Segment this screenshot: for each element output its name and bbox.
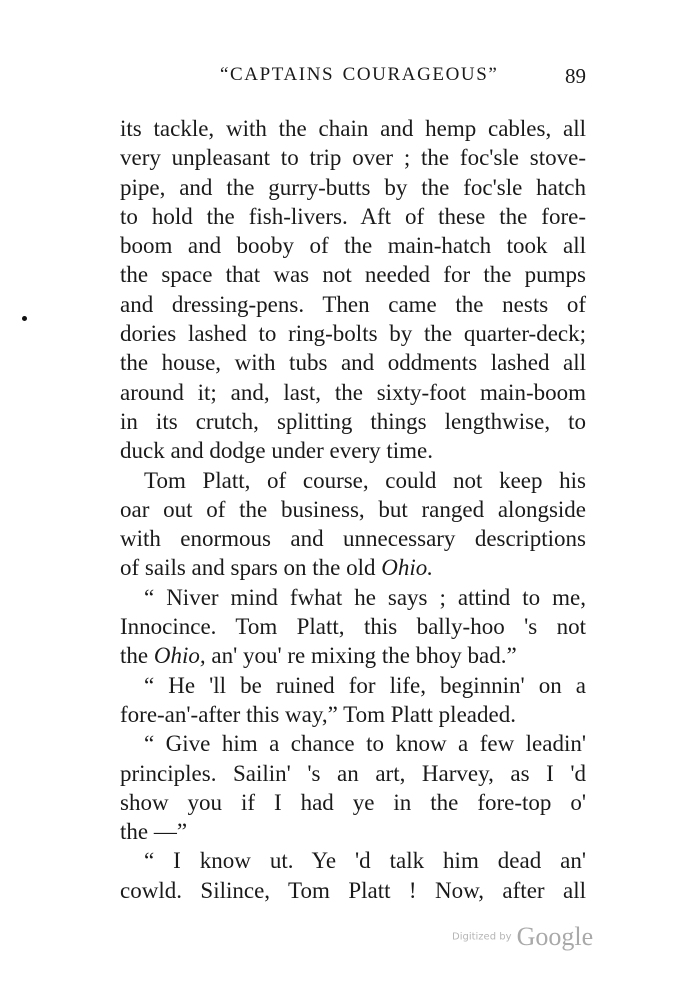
text-line: “ He 'll be ruined for life, beginnin' on a — [144, 672, 586, 698]
text-line: “ Niver mind fwhat he says ; attind to me, — [144, 584, 586, 610]
text-line: duck and dodge under every time. — [120, 438, 433, 464]
text-line: fore-an'-after this way,” Tom Platt pleaded. — [120, 701, 516, 727]
text-line: the —” — [120, 819, 188, 845]
text-line: with enormous and unnecessary descriptions — [120, 526, 586, 552]
text-line: to hold the fish-livers. Aft of these the fore- — [120, 203, 586, 229]
running-head — [120, 64, 586, 94]
text-line: the house, with tubs and oddments lashed all — [120, 350, 586, 376]
text-line: Tom Platt, of course, could not keep his — [144, 467, 586, 493]
text-line: and dressing-pens. Then came the nests of — [120, 291, 586, 317]
text-line: the space that was not needed for the pumps — [120, 262, 586, 288]
text-line: its tackle, with the chain and hemp cables, all — [120, 116, 586, 141]
page-number: 89 — [565, 64, 586, 88]
text-line: show you if I had ye in the fore-top o' — [120, 789, 586, 815]
digitized-watermark — [452, 922, 593, 952]
ship-name-italic: Ohio. — [381, 555, 434, 581]
margin-ink-dot — [22, 316, 27, 321]
text-line: boom and booby of the main-hatch took all — [120, 233, 586, 259]
text-line-mixed — [120, 553, 586, 582]
text-line: very unpleasant to trip over ; the foc'sle stove- — [120, 145, 586, 171]
text-line-mixed — [120, 641, 586, 670]
text-segment: an' you' re mixing the bhoy bad.” — [211, 643, 517, 669]
text-segment: of sails and spars on the old — [120, 555, 376, 581]
body-text — [120, 114, 586, 905]
text-line: dories lashed to ring-bolts by the quarter-deck; — [120, 321, 586, 347]
text-line: principles. Sailin' 's an art, Harvey, as I 'd — [120, 760, 586, 786]
text-line: pipe, and the gurry-butts by the foc'sle hatch — [120, 174, 586, 200]
text-line: in its crutch, splitting things lengthwise, to — [120, 408, 586, 434]
text-segment: the — [120, 643, 149, 669]
text-line: cowld. Silince, Tom Platt ! Now, after all — [120, 877, 586, 903]
text-line: “ I know ut. Ye 'd talk him dead an' — [144, 848, 586, 874]
text-line: “ Give him a chance to know a few leadin' — [144, 731, 586, 757]
text-line: around it; and, last, the sixty-foot main-boom — [120, 379, 586, 405]
ship-name-italic: Ohio, — [153, 643, 206, 669]
text-line: oar out of the business, but ranged alongside — [120, 496, 586, 522]
running-head-title: “CAPTAINS COURAGEOUS” — [220, 64, 499, 85]
watermark-prefix: Digitized by — [452, 931, 512, 943]
google-logo: Google — [516, 922, 594, 951]
text-line: Innocince. Tom Platt, this bally-hoo 's not — [120, 614, 586, 640]
